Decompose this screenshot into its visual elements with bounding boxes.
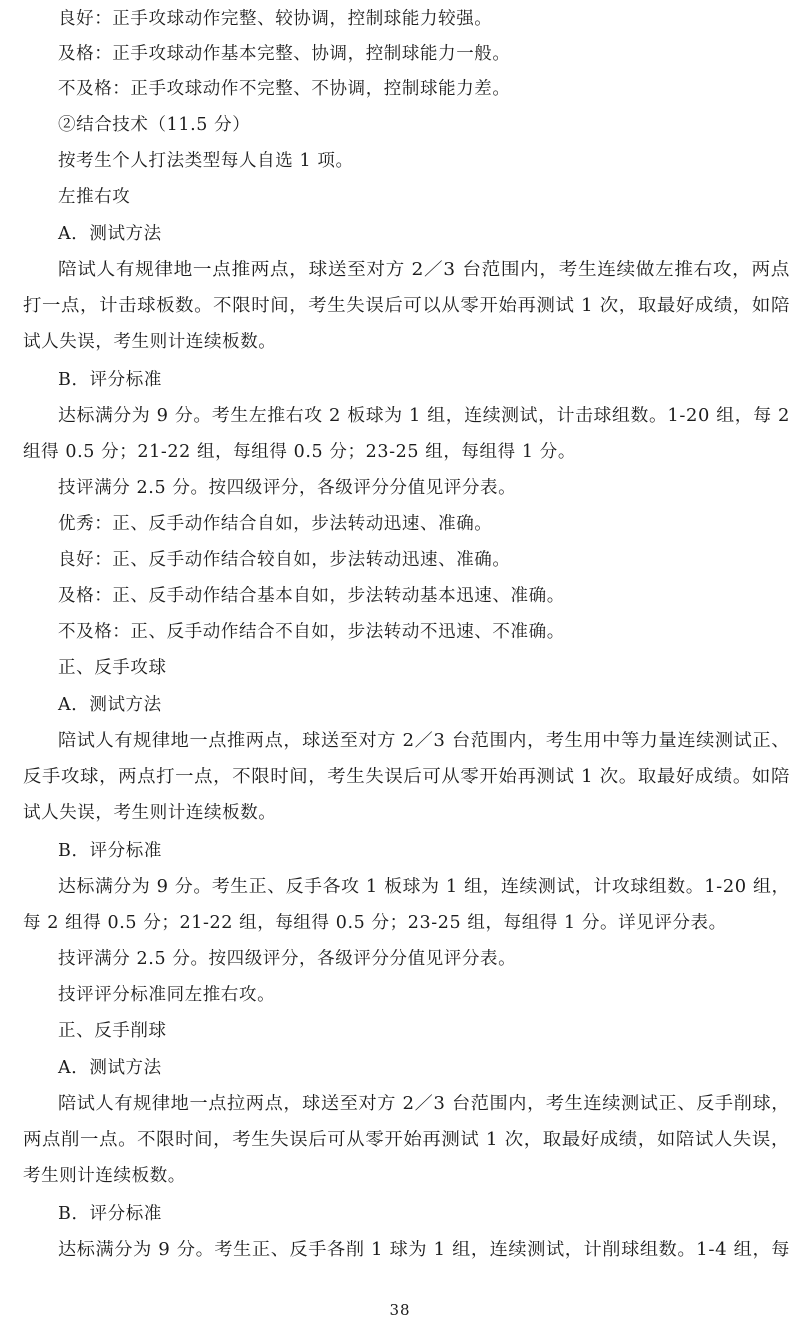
text-line	[0, 798, 800, 828]
line-text: 正、反手攻球	[58, 658, 167, 678]
line-text: A．测试方法	[58, 1058, 162, 1078]
text-line	[0, 365, 800, 395]
text-line	[0, 1161, 800, 1191]
text-line	[0, 980, 800, 1010]
line-text: 每 2 组得 0.5 分；21-22 组，每组得 0.5 分；23-25 组，每组得 1 分。详见评分表。	[23, 913, 727, 933]
line-text: 达标满分为 9 分。考生正、反手各削 1 球为 1 组，连续测试，计削球组数。1-4 组，每	[58, 1240, 791, 1260]
text-line	[0, 762, 800, 792]
line-text: 优秀：正、反手动作结合自如，步法转动迅速、准确。	[58, 514, 493, 534]
line-text: 正、反手削球	[58, 1021, 167, 1041]
line-text: B．评分标准	[58, 1204, 162, 1224]
text-line	[0, 182, 800, 212]
line-text: 组得 0.5 分；21-22 组，每组得 0.5 分；23-25 组，每组得 1 分。	[23, 442, 576, 462]
text-line	[0, 291, 800, 321]
text-line	[0, 726, 800, 756]
line-text: 良好：正、反手动作结合较自如，步法转动迅速、准确。	[58, 550, 511, 570]
line-text: B．评分标准	[58, 370, 162, 390]
line-text: ②结合技术（11.5 分）	[58, 115, 251, 135]
line-text: 试人失误，考生则计连续板数。	[23, 803, 277, 823]
line-text: 良好：正手攻球动作完整、较协调，控制球能力较强。	[58, 9, 493, 29]
line-text: B．评分标准	[58, 841, 162, 861]
line-text: 技评满分 2.5 分。按四级评分，各级评分分值见评分表。	[58, 478, 517, 498]
line-text: 左推右攻	[58, 187, 131, 207]
line-text: 考生则计连续板数。	[23, 1166, 186, 1186]
line-text: 反手攻球，两点打一点，不限时间，考生失误后可从零开始再测试 1 次。取最好成绩。如陪	[23, 767, 790, 787]
line-text: 及格：正手攻球动作基本完整、协调，控制球能力一般。	[58, 44, 511, 64]
text-line	[0, 1199, 800, 1229]
text-line	[0, 4, 800, 34]
text-line	[0, 581, 800, 611]
text-line	[0, 255, 800, 285]
text-line	[0, 401, 800, 431]
text-line	[0, 39, 800, 69]
text-line	[0, 1089, 800, 1119]
line-text: 陪试人有规律地一点推两点，球送至对方 2／3 台范围内，考生连续做左推右攻，两点	[58, 260, 791, 280]
line-text: 陪试人有规律地一点推两点，球送至对方 2／3 台范围内，考生用中等力量连续测试正、	[58, 731, 791, 751]
line-text: 及格：正、反手动作结合基本自如，步法转动基本迅速、准确。	[58, 586, 565, 606]
text-line	[0, 1235, 800, 1265]
text-line	[0, 509, 800, 539]
text-line	[0, 327, 800, 357]
line-text: 技评满分 2.5 分。按四级评分，各级评分分值见评分表。	[58, 949, 517, 969]
text-line	[0, 872, 800, 902]
line-text: 达标满分为 9 分。考生正、反手各攻 1 板球为 1 组，连续测试，计攻球组数。1-20 组，	[58, 877, 790, 897]
line-text: A．测试方法	[58, 695, 162, 715]
text-line	[0, 1053, 800, 1083]
text-line	[0, 908, 800, 938]
line-text: A．测试方法	[58, 224, 162, 244]
text-line	[0, 146, 800, 176]
text-line	[0, 110, 800, 140]
line-text: 按考生个人打法类型每人自选 1 项。	[58, 151, 354, 171]
line-text: 不及格：正、反手动作结合不自如，步法转动不迅速、不准确。	[58, 622, 565, 642]
line-text: 试人失误，考生则计连续板数。	[23, 332, 277, 352]
text-line	[0, 74, 800, 104]
line-text: 打一点，计击球板数。不限时间，考生失误后可以从零开始再测试 1 次，取最好成绩，如陪	[23, 296, 790, 316]
text-line	[0, 545, 800, 575]
line-text: 两点削一点。不限时间，考生失误后可从零开始再测试 1 次，取最好成绩，如陪试人失误，	[23, 1130, 790, 1150]
text-line	[0, 836, 800, 866]
page-number: 38	[389, 1301, 411, 1319]
text-line	[0, 1125, 800, 1155]
line-text: 不及格：正手攻球动作不完整、不协调，控制球能力差。	[58, 79, 511, 99]
text-line	[0, 473, 800, 503]
text-line	[0, 437, 800, 467]
line-text: 技评评分标准同左推右攻。	[58, 985, 276, 1005]
line-text: 达标满分为 9 分。考生左推右攻 2 板球为 1 组，连续测试，计击球组数。1-20 组，每 2	[58, 406, 791, 426]
text-line	[0, 617, 800, 647]
text-line	[0, 944, 800, 974]
text-line	[0, 653, 800, 683]
text-line	[0, 219, 800, 249]
line-text: 陪试人有规律地一点拉两点，球送至对方 2／3 台范围内，考生连续测试正、反手削球，	[58, 1094, 791, 1114]
text-line	[0, 690, 800, 720]
text-line	[0, 1016, 800, 1046]
